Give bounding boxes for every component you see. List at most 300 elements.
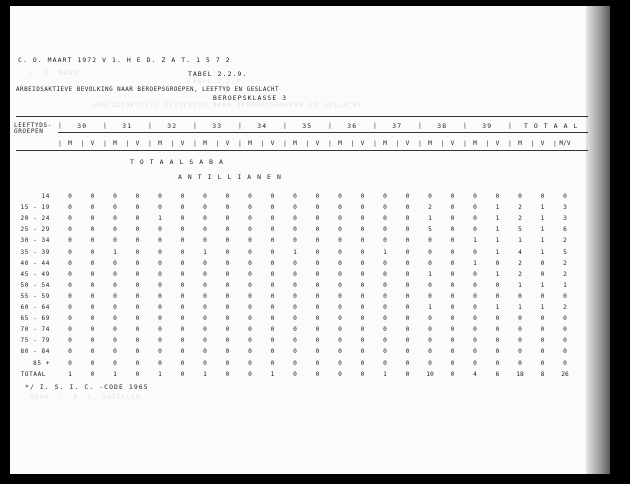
table-cell: 0 — [113, 326, 117, 334]
table-cell: 18 — [516, 371, 524, 378]
table-cell: 0 — [315, 215, 320, 223]
column-separator: | — [373, 121, 377, 129]
table-cell: 0 — [90, 226, 95, 234]
table-cell: 0 — [270, 292, 275, 300]
table-cell: 1 — [540, 204, 545, 212]
column-separator: | — [238, 139, 242, 147]
table-cell: 0 — [270, 259, 275, 267]
table-cell: 0 — [383, 304, 387, 311]
age-group-label: 70 - 74 — [20, 326, 50, 334]
table-cell: 0 — [315, 226, 320, 234]
table-cell: 0 — [405, 226, 410, 234]
table-cell: 0 — [225, 259, 230, 267]
table-cell: 0 — [405, 270, 410, 278]
column-separator: | — [328, 121, 332, 129]
column-separator: | — [395, 139, 400, 147]
table-cell: 0 — [495, 348, 500, 356]
table-cell: 0 — [338, 248, 342, 256]
sex-subheader: M — [473, 140, 477, 147]
table-cell: 0 — [270, 281, 275, 289]
table-cell: 0 — [158, 292, 162, 300]
table-cell: 0 — [68, 292, 72, 300]
table-cell: 0 — [495, 259, 500, 267]
table-cell: 0 — [248, 326, 252, 334]
table-cell: 0 — [405, 193, 410, 200]
table-cell: 0 — [293, 204, 297, 212]
sex-subheader: M — [248, 140, 252, 147]
sex-subheader: M — [428, 140, 432, 147]
table-cell: 0 — [135, 337, 140, 345]
table-cell: 0 — [473, 359, 477, 367]
table-cell: 0 — [428, 193, 432, 200]
table-cell: 0 — [315, 348, 320, 356]
table-cell: 0 — [315, 304, 320, 311]
table-cell: 1 — [428, 304, 432, 311]
table-cell: 1 — [495, 270, 500, 278]
table-cell: 0 — [360, 193, 365, 200]
row-header: GROEPEN — [14, 128, 44, 135]
age-group-label: 65 - 69 — [20, 315, 50, 323]
table-cell: 0 — [473, 193, 477, 200]
table-cell: 0 — [68, 315, 72, 323]
table-cell: 2 — [563, 259, 567, 267]
group-header: 33 — [212, 122, 223, 130]
table-cell: 0 — [293, 281, 297, 289]
table-cell: 0 — [563, 348, 567, 356]
table-cell: 0 — [158, 326, 162, 334]
table-cell: 0 — [135, 270, 140, 278]
table-cell: 0 — [450, 270, 455, 278]
bleed-through-text: TABEL 2.2.9. — [188, 78, 246, 85]
table-cell: 0 — [203, 259, 207, 267]
table-cell: 0 — [135, 204, 140, 212]
table-cell: 0 — [293, 348, 297, 356]
table-cell: 2 — [563, 304, 567, 311]
table-cell: 0 — [90, 337, 95, 345]
table-cell: 0 — [338, 193, 342, 200]
table-cell: 0 — [270, 237, 275, 245]
table-cell: 0 — [135, 248, 140, 256]
table-cell: 0 — [90, 204, 95, 212]
table-cell: 0 — [180, 348, 185, 356]
table-cell: 0 — [495, 281, 500, 289]
table-cell: 1 — [495, 237, 500, 245]
table-cell: 1 — [473, 237, 477, 245]
table-cell: 0 — [180, 371, 185, 378]
table-cell: 0 — [135, 281, 140, 289]
table-cell: 1 — [383, 248, 387, 256]
table-cell: 1 — [428, 270, 432, 278]
table-cell: 0 — [158, 304, 162, 311]
age-group-label: 75 - 79 — [20, 337, 50, 345]
header-line: C. O. MAART 1972 V 1. H E D. Z A T. 1 5 7 2 — [18, 56, 231, 64]
table-cell: 0 — [90, 193, 95, 200]
table-cell: 0 — [450, 326, 455, 334]
table-cell: 4 — [518, 248, 522, 256]
table-cell: 0 — [113, 204, 117, 212]
table-cell: 2 — [428, 204, 432, 212]
table-cell: 0 — [113, 215, 117, 223]
table-cell: 0 — [68, 348, 72, 356]
table-cell: 0 — [563, 315, 567, 323]
table-cell: 0 — [383, 259, 387, 267]
table-cell: 0 — [158, 270, 162, 278]
table-subtitle: BEROEPSKLASSE 3 — [213, 94, 288, 102]
table-cell: 0 — [473, 326, 477, 334]
table-cell: 0 — [270, 348, 275, 356]
table-cell: 0 — [225, 215, 230, 223]
table-cell: 0 — [495, 337, 500, 345]
table-cell: 1 — [473, 259, 477, 267]
column-separator: | — [58, 139, 62, 147]
table-cell: 0 — [225, 237, 230, 245]
table-cell: 0 — [225, 270, 230, 278]
sex-subheader: M — [518, 140, 522, 147]
table-cell: 0 — [450, 237, 455, 245]
table-cell: 0 — [293, 304, 297, 311]
table-cell: 0 — [383, 348, 387, 356]
section-title: T O T A A L S A B A — [130, 158, 225, 166]
table-cell: 0 — [203, 315, 207, 323]
table-cell: 0 — [315, 281, 320, 289]
table-cell: 0 — [225, 371, 230, 378]
table-cell: 0 — [383, 237, 387, 245]
table-cell: 0 — [495, 193, 500, 200]
table-cell: 0 — [563, 337, 567, 345]
table-cell: 0 — [158, 259, 162, 267]
table-cell: 0 — [158, 193, 162, 200]
age-group-label: 80 - 84 — [20, 348, 50, 356]
table-cell: 0 — [428, 248, 432, 256]
table-cell: 0 — [203, 204, 207, 212]
table-cell: 0 — [450, 348, 455, 356]
table-cell: 8 — [540, 371, 545, 378]
table-cell: 0 — [293, 237, 297, 245]
table-cell: 0 — [518, 193, 522, 200]
table-cell: 0 — [293, 326, 297, 334]
table-cell: 0 — [90, 292, 95, 300]
group-header: 39 — [482, 122, 493, 130]
table-cell: 0 — [68, 359, 72, 367]
table-cell: 0 — [225, 359, 230, 367]
age-group-label: 60 - 64 — [20, 304, 50, 311]
table-cell: 0 — [450, 371, 455, 378]
column-separator: | — [148, 121, 152, 129]
table-cell: 3 — [563, 204, 567, 212]
table-cell: 0 — [428, 359, 432, 367]
sex-subheader: V — [315, 140, 320, 147]
table-cell: 0 — [225, 204, 230, 212]
table-cell: 0 — [248, 270, 252, 278]
table-cell: 0 — [113, 237, 117, 245]
column-separator: | — [80, 139, 85, 147]
table-cell: 0 — [473, 304, 477, 311]
header-mid-rule — [58, 132, 588, 133]
age-group-label: 14 — [41, 193, 50, 200]
table-top-rule — [16, 116, 588, 117]
column-separator: | — [215, 139, 220, 147]
table-cell: 2 — [518, 215, 522, 223]
table-cell: 0 — [135, 215, 140, 223]
table-cell: 0 — [90, 315, 95, 323]
table-cell: 0 — [360, 248, 365, 256]
table-cell: 0 — [338, 304, 342, 311]
table-cell: 0 — [405, 259, 410, 267]
table-cell: 0 — [338, 270, 342, 278]
table-cell: 0 — [113, 270, 117, 278]
table-cell: 0 — [248, 215, 252, 223]
table-cell: 0 — [68, 204, 72, 212]
table-cell: 0 — [68, 337, 72, 345]
age-group-label: 15 - 19 — [20, 204, 50, 212]
table-cell: 0 — [135, 315, 140, 323]
table-cell: 0 — [540, 337, 545, 345]
table-cell: 0 — [113, 281, 117, 289]
group-header: 30 — [77, 122, 88, 130]
table-cell: 0 — [248, 281, 252, 289]
table-cell: 1 — [540, 281, 545, 289]
table-cell: 0 — [248, 259, 252, 267]
table-cell: 10 — [426, 371, 434, 378]
table-cell: 0 — [180, 270, 185, 278]
table-cell: 0 — [203, 281, 207, 289]
table-cell: 0 — [338, 215, 342, 223]
group-header: T O T A A L — [524, 122, 579, 130]
bleed-through-text: ARBEIDSAKTIEVE BEVOLKING NAAR BEROEPSGROEPEN EN GESLACHT — [92, 102, 363, 109]
table-cell: 0 — [428, 281, 432, 289]
table-cell: 0 — [360, 270, 365, 278]
sex-subheader: V — [360, 140, 365, 147]
table-cell: 0 — [90, 281, 95, 289]
table-cell: 1 — [495, 215, 500, 223]
table-cell: 0 — [338, 359, 342, 367]
table-cell: 1 — [495, 226, 500, 234]
group-header: 38 — [437, 122, 448, 130]
table-cell: 0 — [203, 292, 207, 300]
table-cell: 0 — [293, 215, 297, 223]
table-title: ARBEIDSAKTIEVE BEVOLKING NAAR BEROEPSGROEPEN, LEEFTYD EN GESLACHT — [16, 87, 280, 93]
table-cell: 0 — [315, 237, 320, 245]
table-cell: 2 — [518, 259, 522, 267]
age-group-label: TOTAAL — [20, 371, 46, 378]
table-cell: 1 — [518, 237, 522, 245]
table-cell: 0 — [540, 315, 545, 323]
table-cell: 0 — [405, 292, 410, 300]
table-cell: 0 — [68, 248, 72, 256]
table-cell: 0 — [135, 292, 140, 300]
table-cell: 1 — [540, 215, 545, 223]
age-group-label: 35 - 39 — [20, 248, 50, 256]
column-separator: | — [170, 139, 175, 147]
table-cell: 0 — [450, 315, 455, 323]
table-cell: 0 — [450, 215, 455, 223]
table-cell: 0 — [225, 337, 230, 345]
bleed-through-text: BRON: C. B. S. ANTILLEN — [30, 394, 141, 401]
table-cell: 0 — [270, 226, 275, 234]
table-cell: 0 — [203, 359, 207, 367]
table-cell: 0 — [135, 348, 140, 356]
table-cell: 0 — [450, 204, 455, 212]
table-cell: 2 — [518, 204, 522, 212]
subsection-title: A N T I L L I A N E N — [178, 173, 282, 181]
table-cell: 0 — [248, 348, 252, 356]
table-cell: 0 — [405, 281, 410, 289]
table-cell: 0 — [158, 226, 162, 234]
table-cell: 0 — [270, 215, 275, 223]
table-cell: 0 — [518, 315, 522, 323]
table-cell: 0 — [113, 226, 117, 234]
table-cell: 0 — [495, 292, 500, 300]
table-cell: 0 — [113, 259, 117, 267]
table-cell: 0 — [473, 215, 477, 223]
table-cell: 0 — [450, 226, 455, 234]
sex-subheader: M — [383, 140, 387, 147]
group-header: 37 — [392, 122, 403, 130]
table-cell: 0 — [225, 326, 230, 334]
table-cell: 5 — [518, 226, 522, 234]
table-cell: 0 — [270, 337, 275, 345]
table-cell: 0 — [315, 259, 320, 267]
table-cell: 0 — [315, 326, 320, 334]
table-cell: 0 — [135, 259, 140, 267]
table-cell: 0 — [360, 371, 365, 378]
group-header: 34 — [257, 122, 268, 130]
row-header: LEEFTYDS- — [14, 122, 52, 129]
table-cell: 0 — [383, 337, 387, 345]
table-cell: 0 — [473, 337, 477, 345]
table-cell: 0 — [338, 281, 342, 289]
table-cell: 0 — [338, 226, 342, 234]
table-cell: 0 — [203, 270, 207, 278]
table-cell: 0 — [180, 226, 185, 234]
table-cell: 0 — [473, 348, 477, 356]
column-separator: | — [193, 121, 197, 129]
column-separator: | — [553, 139, 557, 147]
table-cell: 0 — [90, 215, 95, 223]
table-cell: 0 — [180, 315, 185, 323]
table-cell: 0 — [405, 348, 410, 356]
table-cell: 0 — [113, 193, 117, 200]
table-cell: 0 — [293, 315, 297, 323]
table-cell: 0 — [158, 348, 162, 356]
column-separator: | — [440, 139, 445, 147]
table-cell: 0 — [450, 359, 455, 367]
table-cell: 0 — [203, 348, 207, 356]
table-cell: 0 — [473, 204, 477, 212]
table-cell: 0 — [428, 315, 432, 323]
table-cell: 0 — [338, 204, 342, 212]
table-cell: 0 — [473, 281, 477, 289]
table-cell: 0 — [293, 270, 297, 278]
table-cell: 0 — [248, 315, 252, 323]
table-cell: 0 — [225, 281, 230, 289]
table-cell: 2 — [518, 270, 522, 278]
table-cell: 0 — [383, 359, 387, 367]
table-cell: 1 — [540, 237, 545, 245]
table-cell: 1 — [495, 248, 500, 256]
age-group-label: 25 - 29 — [20, 226, 50, 234]
table-cell: 0 — [315, 270, 320, 278]
sex-subheader: M — [203, 140, 207, 147]
column-separator: | — [530, 139, 535, 147]
table-cell: 0 — [360, 281, 365, 289]
table-cell: 0 — [203, 237, 207, 245]
table-cell: 0 — [270, 204, 275, 212]
table-cell: 0 — [315, 337, 320, 345]
column-separator: | — [103, 121, 107, 129]
table-cell: 0 — [225, 315, 230, 323]
table-cell: 0 — [428, 337, 432, 345]
column-separator: | — [328, 139, 332, 147]
table-cell: 3 — [563, 215, 567, 223]
table-cell: 0 — [450, 248, 455, 256]
book-gutter — [586, 6, 610, 474]
table-cell: 0 — [113, 304, 117, 311]
table-cell: 0 — [270, 315, 275, 323]
table-cell: 0 — [360, 348, 365, 356]
table-cell: 0 — [203, 215, 207, 223]
table-cell: 0 — [113, 337, 117, 345]
table-cell: 0 — [518, 292, 522, 300]
table-cell: 0 — [540, 292, 545, 300]
table-cell: 0 — [428, 326, 432, 334]
table-cell: 0 — [90, 304, 95, 311]
group-header: 35 — [302, 122, 313, 130]
table-cell: 0 — [248, 204, 252, 212]
table-cell: 0 — [248, 193, 252, 200]
group-header: 31 — [122, 122, 133, 130]
table-cell: 0 — [90, 248, 95, 256]
table-cell: 0 — [360, 304, 365, 311]
age-group-label: 85 + — [33, 359, 50, 367]
sex-subheader: V — [540, 140, 545, 147]
table-cell: 0 — [360, 292, 365, 300]
table-cell: 0 — [270, 359, 275, 367]
table-cell: 0 — [180, 204, 185, 212]
sex-subheader: V — [405, 140, 410, 147]
table-cell: 1 — [540, 248, 545, 256]
column-separator: | — [58, 121, 62, 129]
sex-subheader: M — [293, 140, 297, 147]
table-cell: 0 — [383, 215, 387, 223]
table-cell: 1 — [203, 371, 207, 378]
age-group-label: 40 - 44 — [20, 259, 50, 267]
sex-subheader: V — [90, 140, 95, 147]
table-cell: 0 — [473, 292, 477, 300]
table-cell: 0 — [293, 259, 297, 267]
table-cell: 0 — [158, 204, 162, 212]
table-cell: 0 — [270, 193, 275, 200]
table-cell: 0 — [180, 304, 185, 311]
table-cell: 0 — [495, 326, 500, 334]
table-cell: 0 — [135, 371, 140, 378]
table-cell: 0 — [248, 359, 252, 367]
table-cell: 0 — [203, 337, 207, 345]
sex-subheader: M — [338, 140, 342, 147]
sex-subheader: V — [135, 140, 140, 147]
table-cell: 1 — [270, 371, 275, 378]
table-cell: 0 — [225, 193, 230, 200]
table-cell: 0 — [428, 237, 432, 245]
age-group-label: 50 - 54 — [20, 281, 50, 289]
table-cell: 0 — [90, 270, 95, 278]
table-cell: 0 — [450, 304, 455, 311]
table-cell: 1 — [203, 248, 207, 256]
table-cell: 0 — [338, 371, 342, 378]
table-cell: 1 — [563, 281, 567, 289]
table-cell: 0 — [158, 315, 162, 323]
table-cell: 0 — [248, 237, 252, 245]
